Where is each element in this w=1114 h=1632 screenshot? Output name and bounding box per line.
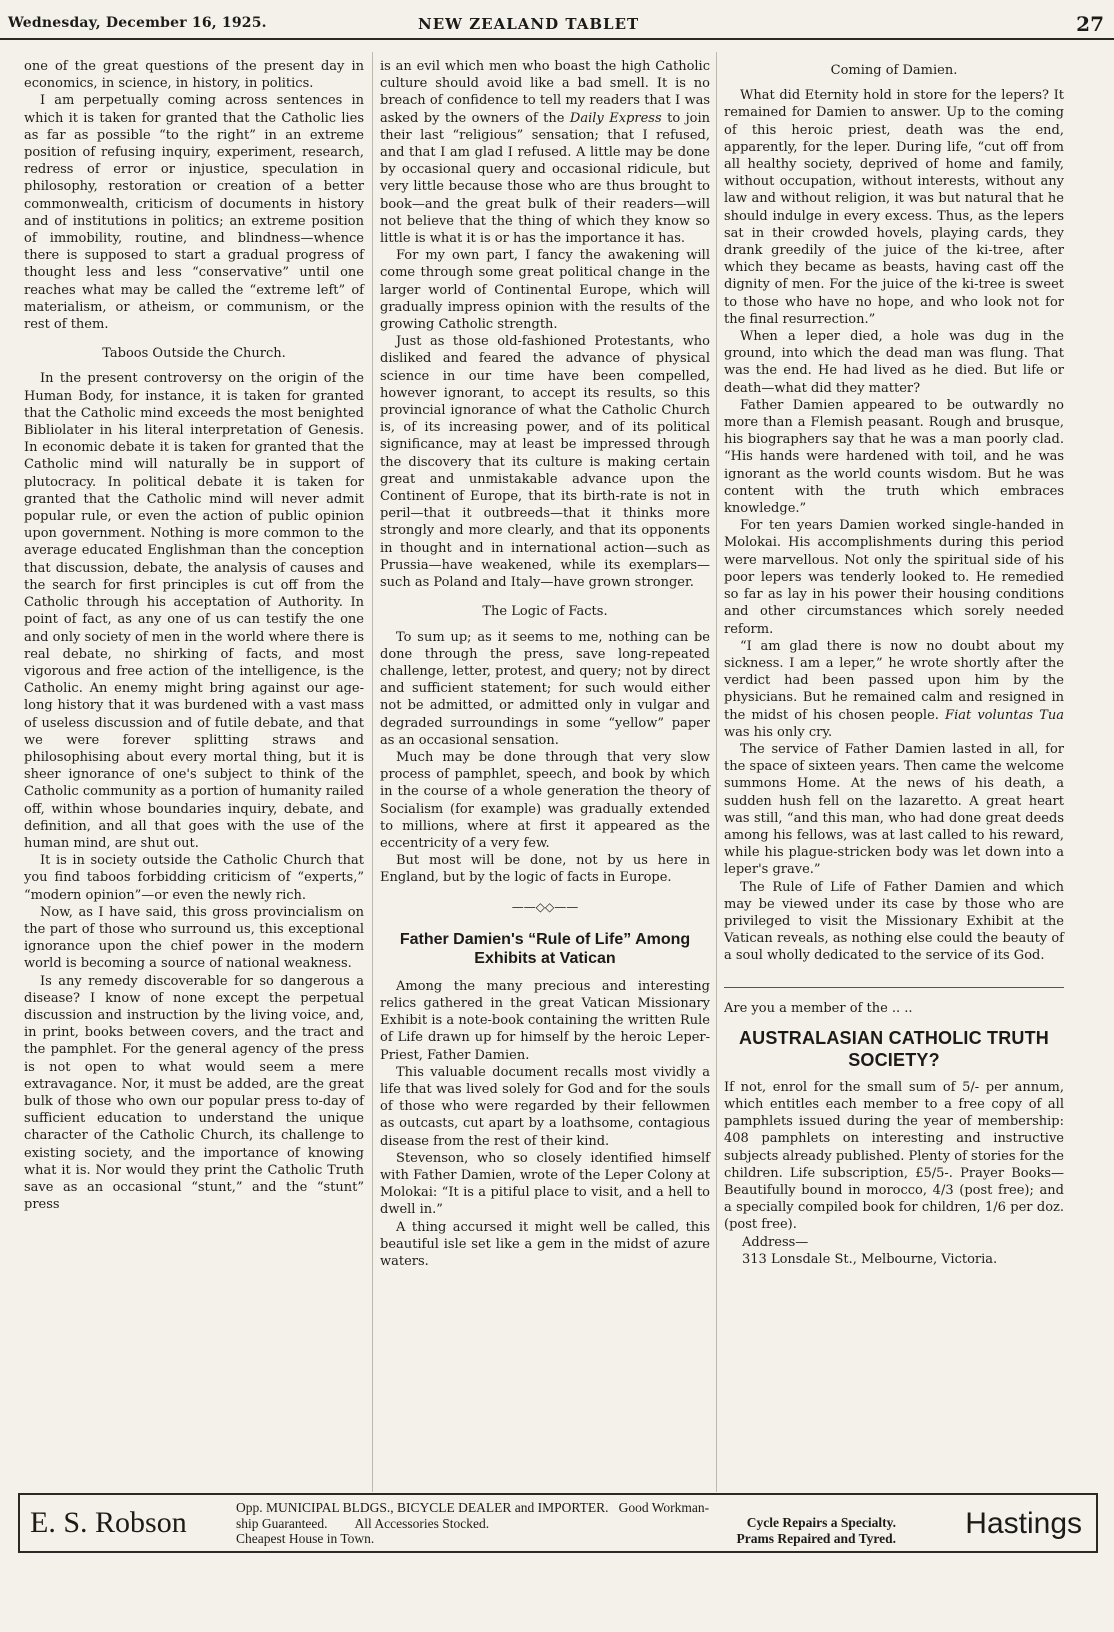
- paragraph: one of the great questions of the present day in economics, in science, in history, in politics.: [24, 59, 364, 92]
- paragraph-text: “I am glad there is now no doubt about my sickness. I am a leper,” he wrote shortly after the verdict had been passed upon him by the physicians. But he remained calm and resigned in the midst of his chosen people.: [724, 638, 1064, 723]
- column-1: [24, 58, 364, 1213]
- paragraph: [724, 638, 1064, 741]
- paragraph: When a leper died, a hole was dug in the ground, into which the dead man was flung. That was the end. He had lived as he died. But life or death—what did they matter?: [724, 329, 1064, 396]
- paragraph: But most will be done, not by us here in England, but by the logic of facts in Europe.: [380, 853, 710, 886]
- paragraph-text: to join their last “religious” sensation; that I refused, and that I am glad I refused. A little may be done by occasional query and occasional ridicule, but very little because those who are thus brought to book—and the great bulk of their readers—will not believe that the thing of which they know so little is what it is or has the importance it has.: [380, 110, 711, 247]
- advert-text: All Accessories Stocked.: [354, 1515, 490, 1531]
- paragraph: This valuable document recalls most vividly a life that was lived solely for God and for the souls of those who were regarded by their fellowmen as outcasts, cut apart by a loathsome, contagious disease from the rest of their kind.: [380, 1064, 710, 1149]
- section-subhead: The Logic of Facts.: [482, 604, 608, 620]
- paragraph: The service of Father Damien lasted in all, for the space of sixteen years. Then came the welcome summons Home. At the news of his death, a sudden hush fell on the lazaretto. A great heart was still, “and this man, who had done great deeds among his fellows, was at last called to his reward, while his plague-stricken body was let down into a leper's grave.”: [724, 741, 1064, 878]
- article-headline: Father Damien's “Rule of Life” Among Exhibits at Vatican: [399, 930, 691, 967]
- advert-text: Good Workman-: [618, 1500, 710, 1515]
- paragraph-text: is an evil which men who boast the high Catholic culture should avoid like a bad smell. It is no breach of confidence to tell my readers that I was asked by the owners of the: [380, 59, 710, 126]
- ad-intro: Are you a member of the .. ..: [724, 1000, 913, 1016]
- advert-line: Cycle Repairs a Specialty.: [746, 1515, 896, 1530]
- paragraph: In the present controversy on the origin of the Human Body, for instance, it is taken for granted that the Catholic mind exceeds the most benighted Bibliolater in his literal interpretation of Genesis. In economic debate it is taken for granted that the Catholic mind will naturally be in support of plutocracy. In political debate it is taken for granted that the Catholic mind will never admit popular rule, or even the action of public opinion upon government. Nothing is more common to the average educated Englishman than the conception that discussion, debate, the analysis of causes and the search for first principles is cut off from the Catholic through his acceptation of Authority. In point of fact, as any one of us can testify the one and only society of men in the world where there is real debate, no shirking of facts, and most vigorous and free action of the intelligence, is the Catholic. An enemy might bring against our age-long history that it was burdened with a vast mass of useless discussion and of futile debate, and that we were forever splitting straws and philosophising about every mortal thing, but it is sheer ignorance of one's subject to think of the Catholic community as a portion of humanity railed off, within whose boundaries inquiry, debate, and definition, and all that goes with the use of the human mind, are shut out.: [24, 371, 364, 851]
- ad-body: If not, enrol for the small sum of 5/- per annum, which entitles each member to a free copy of all pamphlets issued during the year of membership: 408 pamphlets on interesting and instructive subjects already published. Plenty of stories for the children. Life subscription, £5/5-. Prayer Books—Beautifully bound in morocco, 4/3 (post free); and a specially compiled book for children, 1/6 per doz. (post free).: [724, 1079, 1064, 1233]
- section-subhead: Taboos Outside the Church.: [102, 346, 286, 362]
- advert-line: Prams Repaired and Tyred.: [736, 1530, 896, 1546]
- paragraph: Among the many precious and interesting relics gathered in the great Vatican Missionary Exhibit is a note-book containing the written Rule of Life drawn up for himself by the heroic Leper-Priest, Father Damien.: [380, 978, 710, 1063]
- advert-town: Hastings: [965, 1507, 1082, 1540]
- ad-address-label: Address—: [742, 1234, 809, 1250]
- advertiser-name: E. S. Robson: [30, 1506, 187, 1539]
- divider: [724, 987, 1064, 988]
- paragraph: Stevenson, who so closely identified himself with Father Damien, wrote of the Leper Colony at Molokai: “It is a pitiful place to visit, and a hell to dwell in.”: [380, 1150, 710, 1218]
- paragraph: I am perpetually coming across sentences in which it is taken for granted that the Catholic lies as far as possible “to the right” in an extreme position of refusing inquiry, experiment, research, redress of error or injustice, speculation in philosophy, restoration or creation of a better commonwealth, criticism of documents in history and of institutions in politics; an extreme position of immobility, routine, and blindness—whence there is supposed to start a gradual progress of thought less and less “conservative” until one reaches what may be called the “extreme left” of materialism, or atheism, or communism, or the rest of them.: [24, 93, 364, 333]
- advert-text: ship Guaranteed.: [236, 1515, 328, 1531]
- column-3: [724, 58, 1064, 1268]
- advert-services: [676, 1515, 896, 1546]
- paragraph: Now, as I have said, this gross provincialism on the part of those who surround us, this exceptional ignorance upon the chief power in the modern world is becoming a source of national weakness.: [24, 904, 364, 972]
- paragraph: Is any remedy discoverable for so dangerous a disease? I know of none except the perpetual discussion and instruction by the living voice, and, in print, books between covers, and the tract and the pamphlet. For the general agency of the press is not open to what would seem a mere extravagance. Nor, it must be added, are the great bulk of those who own our popular press to-day of sufficient education to understand the unique character of the Catholic Church, its challenge to existing society, and the importance of knowing what it is. Nor would they print the Catholic Truth save as an occasional “stunt,” and the “stunt” press: [24, 973, 364, 1213]
- paragraph-text: was his only cry.: [724, 724, 833, 740]
- paragraph: The Rule of Life of Father Damien and which may be viewed under its case by those who are privileged to visit the Missionary Exhibit at the Vatican reveals, as nothing else could the beauty of a soul wholly dedicated to the service of its God.: [724, 879, 1064, 964]
- paragraph: A thing accursed it might well be called, this beautiful isle set like a gem in the midst of azure waters.: [380, 1219, 710, 1269]
- latin-phrase: Fiat voluntas Tua: [945, 707, 1064, 723]
- masthead: [0, 12, 1114, 40]
- bottom-advertisement: [18, 1493, 1098, 1553]
- ad-address: 313 Lonsdale St., Melbourne, Victoria.: [742, 1251, 998, 1267]
- ornament-divider: ——◇◇——: [511, 899, 579, 914]
- column-divider: [372, 52, 373, 1492]
- page-number: 27: [1076, 12, 1104, 36]
- paragraph: Father Damien appeared to be outwardly no more than a Flemish peasant. Rough and brusque, his biographers say that he was a man poorly clad. “His hands were hardened with toil, and he was ignorant as the world counts wisdom. But he was content with the truth which embraces knowledge.”: [724, 397, 1064, 517]
- paragraph: Much may be done through that very slow process of pamphlet, speech, and book by which in the course of a whole generation the theory of Socialism (for example) was gradually extended to millions, where at first it appeared as the eccentricity of a very few.: [380, 749, 710, 851]
- advert-text: Opp. MUNICIPAL BLDGS., BICYCLE DEALER and IMPORTER.: [236, 1500, 609, 1515]
- advert-line: Cheapest House in Town.: [236, 1531, 375, 1546]
- column-divider: [716, 52, 717, 1492]
- advert-details: [236, 1500, 726, 1547]
- paragraph: Just as those old-fashioned Protestants, who disliked and feared the advance of physical science in our time have been compelled, however ignorant, to accept its results, so this provincial ignorance of what the Catholic Church is, of its increasing power, and of its political significance, may at least be impressed through the discovery that its culture is making certain great and unmistakable advance upon the Continent of Europe, that its birth-rate is not in peril—that it outbreeds—that it thinks more strongly and more clearly, and that its opponents in thought and in international action—such as Prussia—have weakened, while its exemplars—such as Poland and Italy—have grown stronger.: [380, 334, 710, 591]
- advert-line: [236, 1500, 726, 1516]
- section-subhead: Coming of Damien.: [830, 63, 958, 78]
- publication-title: NEW ZEALAND TABLET: [418, 15, 640, 33]
- paragraph: For ten years Damien worked single-handed in Molokai. His accomplishments during this period were marvellous. Not only the spiritual side of his poor lepers was tenderly looked to. He remedied so far as lay in his power their housing conditions and other circumstances which sorely needed reform.: [724, 518, 1064, 637]
- issue-date: Wednesday, December 16, 1925.: [8, 15, 267, 31]
- newspaper-name: Daily Express: [569, 110, 662, 126]
- advert-line: [236, 1516, 726, 1532]
- paragraph: It is in society outside the Catholic Church that you find taboos forbidding criticism of “experts,” “modern opinion”—or even the newly rich.: [24, 853, 364, 903]
- column-2: [380, 58, 710, 1270]
- paragraph: [380, 58, 710, 247]
- paragraph: To sum up; as it seems to me, nothing can be done through the press, save long-repeated challenge, letter, protest, and query; not by direct and sufficient statement; for such would either not be admitted, or admitted only in vulgar and degraded surroundings in some “yellow” paper as an occasional sensation.: [380, 629, 710, 748]
- paragraph: For my own part, I fancy the awakening will come through some great political change in the larger world of Continental Europe, which will gradually impress opinion with the results of the growing Catholic strength.: [380, 248, 710, 333]
- ad-headline: AUSTRALASIAN CATHOLIC TRUTH SOCIETY?: [738, 1027, 1050, 1070]
- paragraph: What did Eternity hold in store for the lepers? It remained for Damien to answer. Up to the coming of this heroic priest, death was the end, apparently, for the leper. During life, “cut off from all healthy society, deprived of home and family, without occupation, without interests, without any law and without religion, it was but natural that he should indulge in every excess. Thus, as the lepers sat in their crowded hovels, playing cards, they drank greedily of the juice of the ki-tree, after which they became as beasts, having cast off the dignity of men. For the juice of the ki-tree is sweet to those who have no hope, and who look not for the final resurrection.”: [724, 88, 1064, 327]
